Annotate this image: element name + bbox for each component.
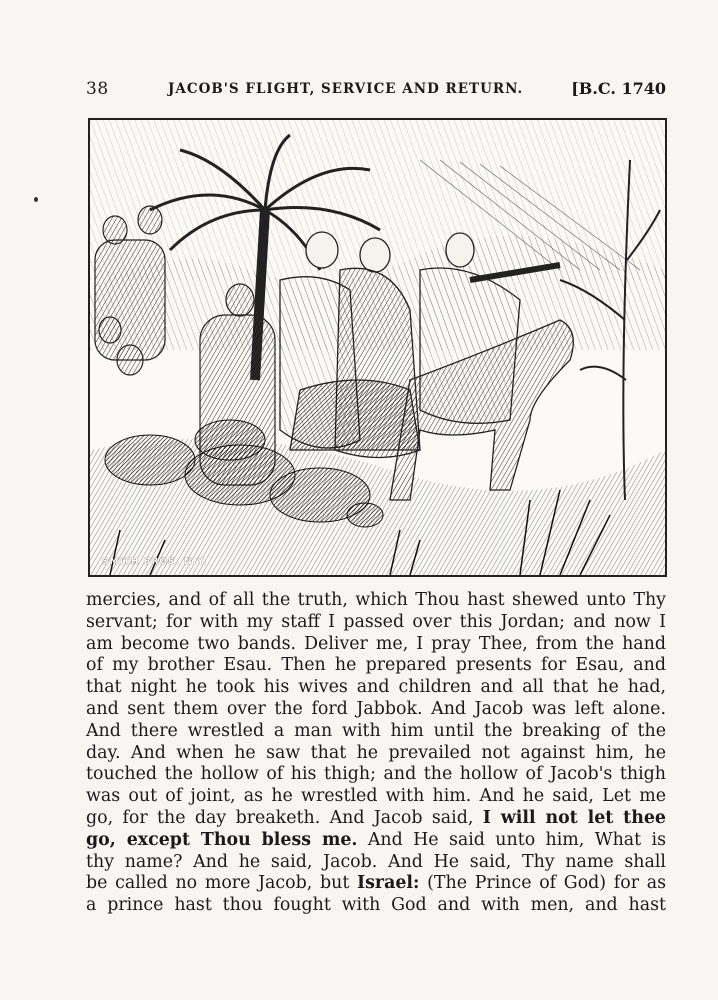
text-line [86, 612, 666, 634]
engraver-signature: SMITH BROS. N.Y. [102, 557, 208, 567]
engraving-drawing [90, 120, 665, 575]
bold-phrase: I will not let thee [482, 807, 666, 828]
text-run: mercies, and of all the truth, which Thou hast shewed unto Thy [86, 590, 666, 610]
engraving-illustration [88, 118, 667, 577]
text-run: was out of joint, as he wrestled with him. And he said, Let me [86, 786, 666, 807]
page-number: 38 [86, 79, 109, 99]
bold-phrase: Israel: [357, 873, 420, 894]
text-run: am become two bands. Deliver me, I pray Thee, from the hand [86, 633, 666, 654]
text-run: go, for the day breaketh. And Jacob said, [86, 807, 483, 828]
text-line [86, 852, 666, 874]
running-title: JACOB'S FLIGHT, SERVICE AND RETURN. [168, 81, 524, 97]
text-run: a prince hast thou fought with God and with men, and hast [86, 895, 666, 916]
text-line [86, 634, 666, 656]
page-header [86, 79, 666, 103]
text-run: And He said unto him, What is [357, 829, 666, 850]
text-line [86, 655, 666, 677]
bold-phrase: go, except Thou bless me. [86, 829, 358, 850]
text-line [86, 699, 666, 721]
text-run: day. And when he saw that he prevailed not against him, he [86, 742, 666, 763]
text-line [86, 590, 666, 612]
body-text [86, 590, 666, 917]
text-line [86, 786, 666, 808]
text-run: be called no more Jacob, but [86, 873, 357, 894]
text-run: (The Prince of God) for as [419, 873, 666, 894]
text-line [86, 743, 666, 765]
text-run: that night he took his wives and children and all that he had, [86, 677, 666, 698]
text-run: and sent them over the ford Jabbok. And Jacob was left alone. [86, 698, 666, 719]
text-run: And there wrestled a man with him until the breaking of the [86, 720, 666, 741]
date-mark: [B.C. 1740 [571, 79, 666, 98]
text-line [86, 808, 666, 830]
text-run: thy name? And he said, Jacob. And He said, Thy name shall [86, 851, 666, 872]
text-run: touched the hollow of his thigh; and the hollow of Jacob's thigh [86, 764, 666, 785]
text-run: of my brother Esau. Then he prepared presents for Esau, and [86, 655, 666, 676]
text-line [86, 895, 666, 917]
text-run: servant; for with my staff I passed over this Jordan; and now I [86, 611, 666, 632]
text-line [86, 764, 666, 786]
text-line [86, 830, 666, 852]
text-line [86, 873, 666, 895]
text-line [86, 721, 666, 743]
margin-speck [34, 197, 38, 202]
text-line [86, 677, 666, 699]
